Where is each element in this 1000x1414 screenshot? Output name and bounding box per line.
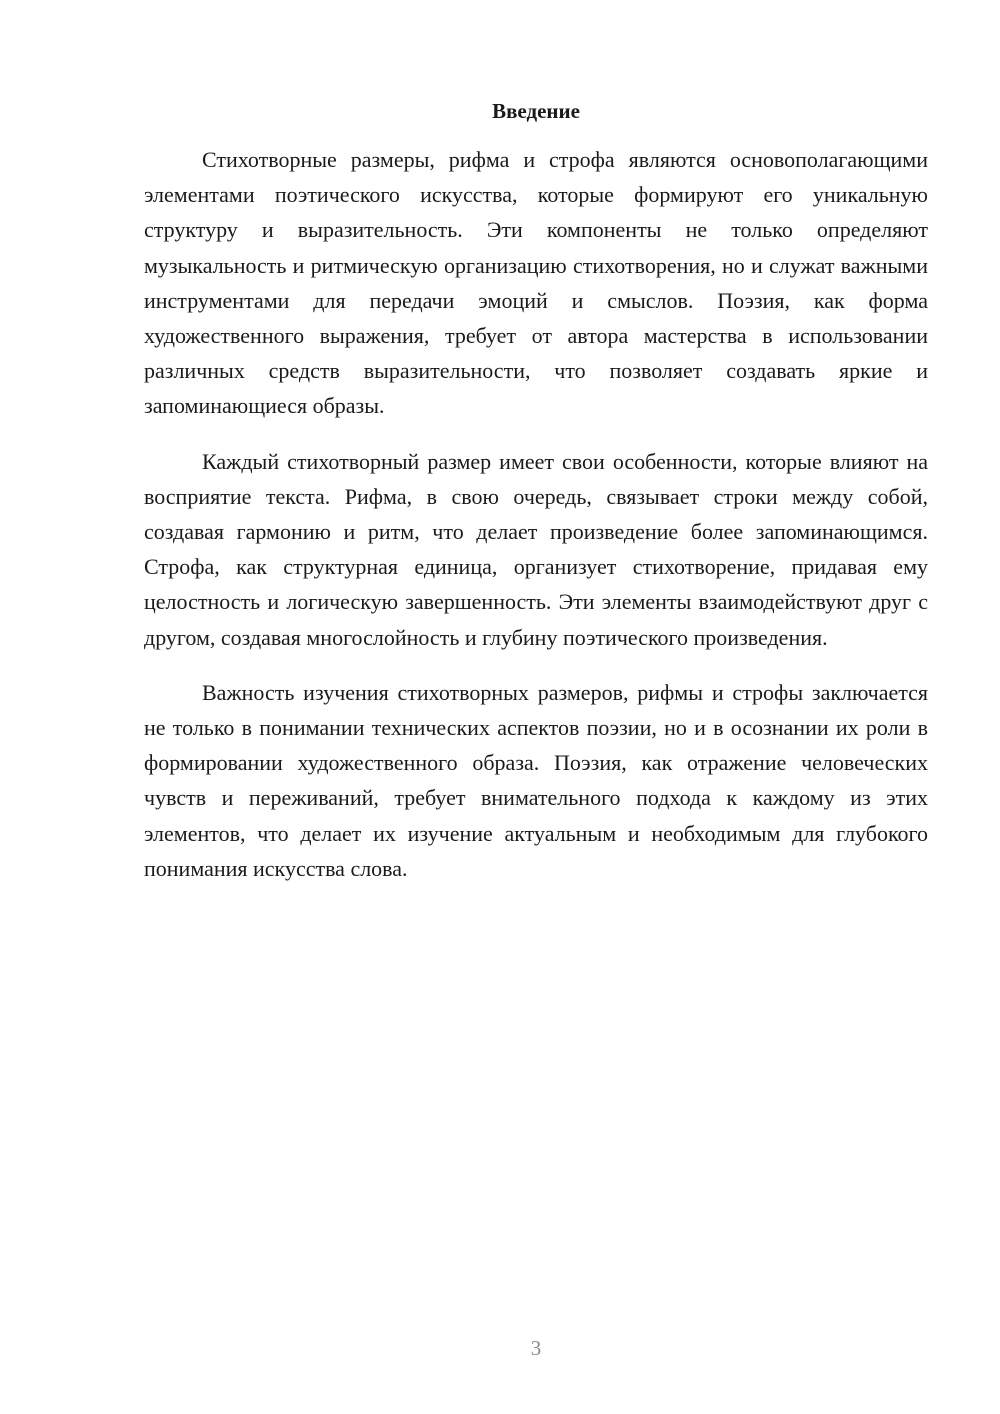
- body-text: [144, 142, 928, 906]
- paragraph-1: Стихотворные размеры, рифма и строфа являются основополагающими элементами поэтического искусства, которые формируют его уникальную структуру и выразительность. Эти компоненты не только определяют музыкальность и ритмическую организацию стихотворения, но и служат важными инструментами для передачи эмоций и смыслов. Поэзия, как форма художественного выражения, требует от автора мастерства в использовании различных средств выразительности, что позволяет создавать яркие и запоминающиеся образы.: [144, 147, 928, 419]
- section-title: Введение: [492, 99, 580, 123]
- paragraph-2: Каждый стихотворный размер имеет свои особенности, которые влияют на восприятие текста. Рифма, в свою очередь, связывает строки между собой, создавая гармонию и ритм, что делает произведение более запоминающимся. Строфа, как структурная единица, организует стихотворение, придавая ему целостность и логическую завершенность. Эти элементы взаимодействуют друг с другом, создавая многослойность и глубину поэтического произведения.: [144, 448, 928, 650]
- paragraph-3: Важность изучения стихотворных размеров, рифмы и строфы заключается не только в понимании технических аспектов поэзии, но и в осознании их роли в формировании художественного образа. Поэзия, как отражение человеческих чувств и переживаний, требует внимательного подхода к каждому из этих элементов, что делает их изучение актуальным и необходимым для глубокого понимания искусства слова.: [144, 679, 928, 881]
- page-number: 3: [530, 1336, 542, 1360]
